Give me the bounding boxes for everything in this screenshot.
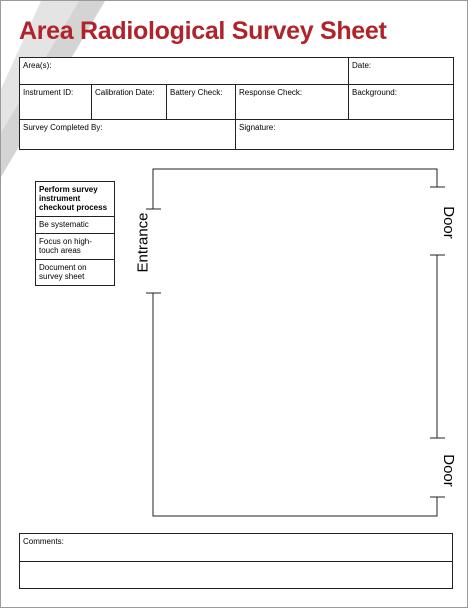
areas-field[interactable] <box>20 58 349 85</box>
door-label-bottom: Door <box>439 453 457 487</box>
door-label-top: Door <box>439 205 457 239</box>
survey-completed-by-label: Survey Completed By: <box>23 123 103 132</box>
checklist-item: Perform survey instrument checkout process <box>36 182 115 217</box>
signature-label: Signature: <box>239 123 276 132</box>
calibration-date-field[interactable] <box>92 85 167 120</box>
battery-check-field[interactable] <box>167 85 236 120</box>
comments-label: Comments: <box>23 537 64 546</box>
checklist-item: Focus on high-touch areas <box>36 234 115 260</box>
comments-line[interactable] <box>20 562 453 589</box>
header-form <box>19 57 454 150</box>
page-title: Area Radiological Survey Sheet <box>19 17 387 45</box>
room-outline <box>153 169 437 516</box>
checklist-item: Document on survey sheet <box>36 260 115 286</box>
checklist-item: Be systematic <box>36 217 115 234</box>
response-check-label: Response Check: <box>239 88 303 97</box>
instrument-id-label: Instrument ID: <box>23 88 74 97</box>
instrument-id-field[interactable] <box>20 85 92 120</box>
comments-box <box>19 533 453 589</box>
battery-check-label: Battery Check: <box>170 88 223 97</box>
date-field[interactable] <box>349 58 454 85</box>
date-label: Date: <box>352 61 372 70</box>
survey-completed-by-field[interactable] <box>20 120 236 150</box>
calibration-date-label: Calibration Date: <box>95 88 155 97</box>
response-check-field[interactable] <box>236 85 349 120</box>
signature-field[interactable] <box>236 120 454 150</box>
areas-label: Area(s): <box>23 61 52 70</box>
background-label: Background: <box>352 88 397 97</box>
background-field[interactable] <box>349 85 454 120</box>
comments-field[interactable] <box>20 534 453 562</box>
survey-checklist <box>35 181 115 286</box>
entrance-label: Entrance <box>134 211 152 273</box>
